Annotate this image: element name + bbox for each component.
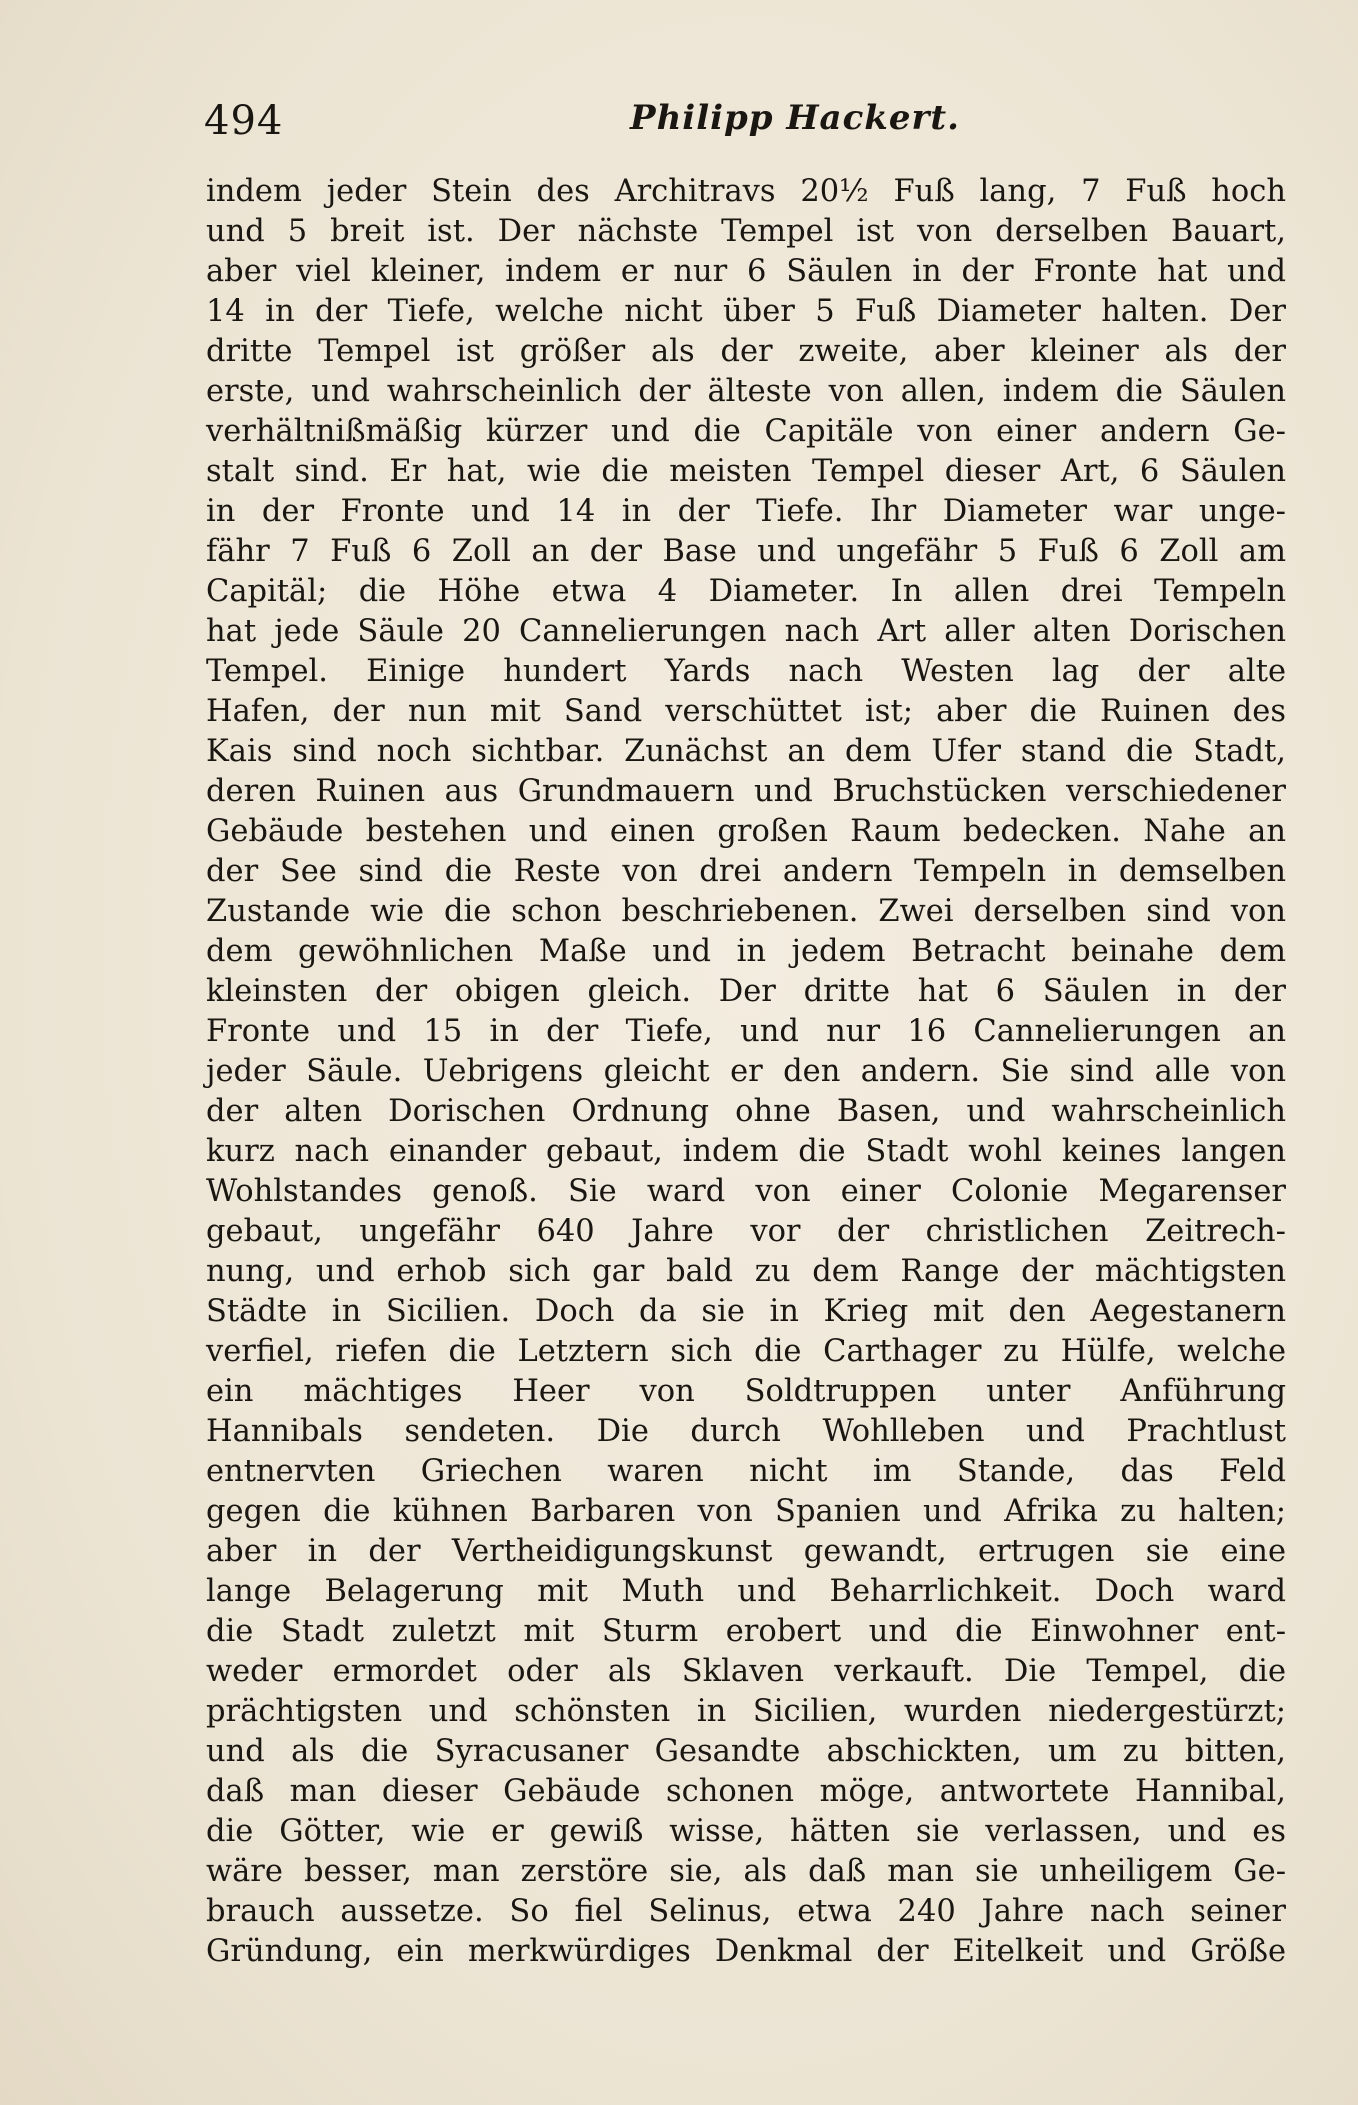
text-line: erste, und wahrscheinlich der älteste von allen, indem die Säulen	[206, 374, 1286, 409]
text-line: prächtigsten und schönsten in Sicilien, wurden niedergestürzt;	[206, 1694, 1286, 1729]
text-line: in der Fronte und 14 in der Tiefe. Ihr Diameter war unge-	[206, 494, 1286, 529]
text-line: kleinsten der obigen gleich. Der dritte hat 6 Säulen in der	[206, 974, 1286, 1009]
text-line: stalt sind. Er hat, wie die meisten Tempel dieser Art, 6 Säulen	[206, 454, 1286, 489]
text-line: und als die Syracusaner Gesandte abschickten, um zu bitten,	[206, 1734, 1286, 1769]
text-line: die Stadt zuletzt mit Sturm erobert und die Einwohner ent-	[206, 1614, 1286, 1649]
text-line: Tempel. Einige hundert Yards nach Westen lag der alte	[206, 654, 1286, 689]
text-line: lange Belagerung mit Muth und Beharrlichkeit. Doch ward	[206, 1574, 1286, 1609]
text-line: Fronte und 15 in der Tiefe, und nur 16 Cannelierungen an	[206, 1014, 1286, 1049]
text-line: entnervten Griechen waren nicht im Stande, das Feld	[206, 1454, 1286, 1489]
text-line: gebaut, ungefähr 640 Jahre vor der christlichen Zeitrech-	[206, 1214, 1286, 1249]
text-line: fähr 7 Fuß 6 Zoll an der Base und ungefähr 5 Fuß 6 Zoll am	[206, 534, 1286, 569]
text-line: verfiel, riefen die Letztern sich die Carthager zu Hülfe, welche	[206, 1334, 1286, 1369]
text-line: nung, und erhob sich gar bald zu dem Range der mächtigsten	[206, 1254, 1286, 1289]
text-line: verhältnißmäßig kürzer und die Capitäle von einer andern Ge-	[206, 414, 1286, 449]
text-line: deren Ruinen aus Grundmauern und Bruchstücken verschiedener	[206, 774, 1286, 809]
text-line: dem gewöhnlichen Maße und in jedem Betracht beinahe dem	[206, 934, 1286, 969]
text-line: weder ermordet oder als Sklaven verkauft. Die Tempel, die	[206, 1654, 1286, 1689]
text-line: und 5 breit ist. Der nächste Tempel ist von derselben Bauart,	[206, 214, 1286, 249]
text-line: indem jeder Stein des Architravs 20½ Fuß lang, 7 Fuß hoch	[206, 174, 1286, 209]
text-line: jeder Säule. Uebrigens gleicht er den andern. Sie sind alle von	[206, 1054, 1286, 1089]
text-line: Kais sind noch sichtbar. Zunächst an dem Ufer stand die Stadt,	[206, 734, 1286, 769]
text-line: aber viel kleiner, indem er nur 6 Säulen in der Fronte hat und	[206, 254, 1286, 289]
text-line: hat jede Säule 20 Cannelierungen nach Art aller alten Dorischen	[206, 614, 1286, 649]
text-line: Zustande wie die schon beschriebenen. Zwei derselben sind von	[206, 894, 1286, 929]
text-line: wäre besser, man zerstöre sie, als daß man sie unheiligem Ge-	[206, 1854, 1286, 1889]
text-line: dritte Tempel ist größer als der zweite, aber kleiner als der	[206, 334, 1286, 369]
text-line: Capitäl; die Höhe etwa 4 Diameter. In allen drei Tempeln	[206, 574, 1286, 609]
text-line: Wohlstandes genoß. Sie ward von einer Colonie Megarenser	[206, 1174, 1286, 1209]
text-line: Städte in Sicilien. Doch da sie in Krieg mit den Aegestanern	[206, 1294, 1286, 1329]
text-line: die Götter, wie er gewiß wisse, hätten sie verlassen, und es	[206, 1814, 1286, 1849]
page-number: 494	[204, 98, 284, 144]
body-text	[206, 172, 1286, 1972]
text-line: ein mächtiges Heer von Soldtruppen unter Anführung	[206, 1374, 1286, 1409]
running-head: Philipp Hackert.	[630, 98, 960, 138]
text-line: der See sind die Reste von drei andern Tempeln in demselben	[206, 854, 1286, 889]
text-line: Gründung, ein merkwürdiges Denkmal der Eitelkeit und Größe	[206, 1934, 1286, 1969]
text-line: der alten Dorischen Ordnung ohne Basen, und wahrscheinlich	[206, 1094, 1286, 1129]
text-line: Gebäude bestehen und einen großen Raum bedecken. Nahe an	[206, 814, 1286, 849]
text-line: Hannibals sendeten. Die durch Wohlleben und Prachtlust	[206, 1414, 1286, 1449]
text-line: brauch aussetze. So fiel Selinus, etwa 240 Jahre nach seiner	[206, 1894, 1286, 1929]
text-line: aber in der Vertheidigungskunst gewandt, ertrugen sie eine	[206, 1534, 1286, 1569]
text-line: daß man dieser Gebäude schonen möge, antwortete Hannibal,	[206, 1774, 1286, 1809]
text-line: gegen die kühnen Barbaren von Spanien und Afrika zu halten;	[206, 1494, 1286, 1529]
text-line: Hafen, der nun mit Sand verschüttet ist; aber die Ruinen des	[206, 694, 1286, 729]
text-line: 14 in der Tiefe, welche nicht über 5 Fuß Diameter halten. Der	[206, 294, 1286, 329]
text-line: kurz nach einander gebaut, indem die Stadt wohl keines langen	[206, 1134, 1286, 1169]
